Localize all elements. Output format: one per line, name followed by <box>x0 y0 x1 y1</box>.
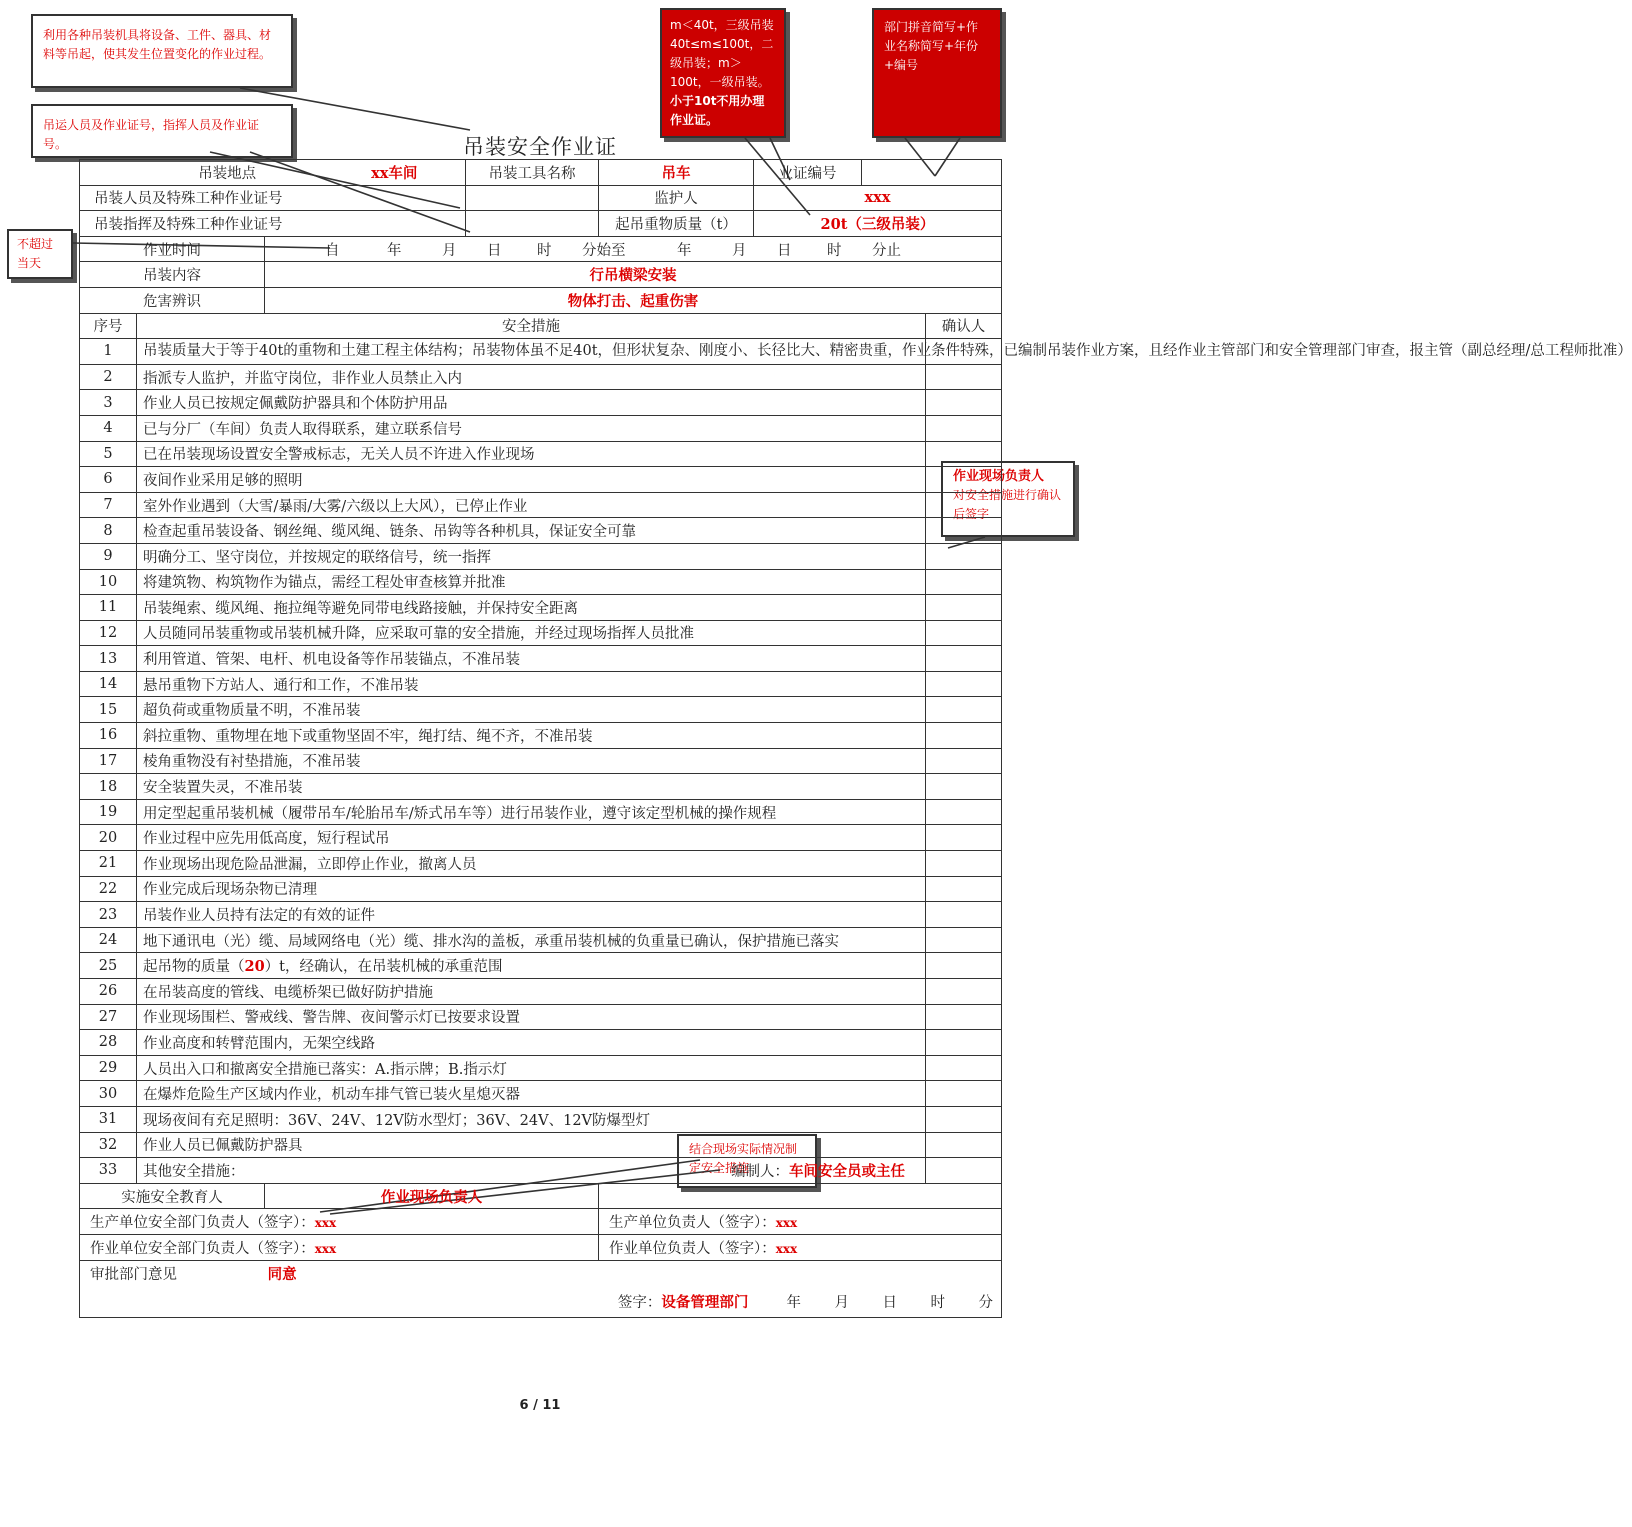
commander-label: 吊装指挥及特殊工种作业证号 <box>94 216 283 233</box>
editor-value: 车间安全员或主任 <box>789 1162 905 1180</box>
measure-confirm-field[interactable] <box>926 1106 1002 1132</box>
measure-no: 11 <box>80 595 137 621</box>
measure-no: 24 <box>80 927 137 953</box>
measure-row <box>80 1030 1002 1056</box>
measure-confirm-field[interactable] <box>926 851 1002 877</box>
sign-value: 设备管理部门 <box>661 1293 749 1311</box>
measure-no: 12 <box>80 620 137 646</box>
measure-text-part: ）t，经确认，在吊装机械的承重范围 <box>264 959 503 976</box>
measure-row <box>80 390 1002 416</box>
editor-signature[interactable] <box>731 1160 905 1181</box>
header-no: 序号 <box>80 313 137 339</box>
measure-confirm-field[interactable] <box>926 697 1002 723</box>
prod-unit-label: 生产单位负责人（签字）： <box>609 1215 776 1232</box>
measure-no: 21 <box>80 851 137 877</box>
row-location <box>80 160 1002 186</box>
measure-confirm-field[interactable] <box>926 646 1002 672</box>
measure-text: 悬吊重物下方站人、通行和工作，不准吊装 <box>137 671 926 697</box>
row-time <box>80 236 1002 262</box>
measure-row <box>80 979 1002 1005</box>
measure-row <box>80 723 1002 749</box>
time-field-label: 自 <box>325 242 340 259</box>
measure-confirm-field[interactable] <box>926 876 1002 902</box>
time-field-label: 年 <box>677 242 692 259</box>
personnel-field[interactable] <box>466 185 599 211</box>
time-field-label: 日 <box>487 242 502 259</box>
measure-no: 33 <box>80 1158 137 1184</box>
measure-confirm-field[interactable] <box>926 953 1002 979</box>
measure-no: 5 <box>80 441 137 467</box>
measure-confirm-field[interactable] <box>926 1004 1002 1030</box>
callout-numbering-text: 部门拼音简写+作业名称简写+年份+编号 <box>884 20 979 72</box>
education-label: 实施安全教育人 <box>80 1183 265 1209</box>
callout-same-day-text: 不超过当天 <box>17 237 54 270</box>
callout-mass-rule-bold: 小于10t不用办理作业证。 <box>670 94 765 127</box>
measure-row <box>80 1055 1002 1081</box>
measure-no: 31 <box>80 1106 137 1132</box>
measure-row <box>80 364 1002 390</box>
measure-row <box>80 1004 1002 1030</box>
time-field-label: 月 <box>442 242 457 259</box>
measure-confirm-field[interactable] <box>926 723 1002 749</box>
callout-definition <box>31 14 293 88</box>
measure-row <box>80 902 1002 928</box>
work-unit-label: 作业单位负责人（签字）： <box>609 1240 776 1257</box>
measure-no: 9 <box>80 543 137 569</box>
time-field-label: 时 <box>537 242 552 259</box>
measure-row <box>80 1158 1002 1184</box>
measure-no: 13 <box>80 646 137 672</box>
sign-date-label: 月 <box>834 1294 849 1311</box>
measure-text: 作业过程中应先用低高度，短行程试吊 <box>137 825 926 851</box>
measure-confirm-field[interactable] <box>926 441 1002 467</box>
form-title: 吊装安全作业证 <box>463 135 617 159</box>
approval-cell[interactable] <box>80 1260 1002 1317</box>
measure-confirm-field[interactable] <box>926 543 1002 569</box>
measure-no: 14 <box>80 671 137 697</box>
measure-no: 29 <box>80 1055 137 1081</box>
measure-no: 19 <box>80 799 137 825</box>
time-fields[interactable] <box>265 236 1002 262</box>
callout-numbering <box>872 8 1002 138</box>
row-education <box>80 1183 1002 1209</box>
prod-safety-value: xxx <box>314 1216 337 1231</box>
measure-text: 指派专人监护，并监守岗位，非作业人员禁止入内 <box>137 364 926 390</box>
measure-row <box>80 799 1002 825</box>
work-safety-label: 作业单位安全部门负责人（签字）： <box>90 1240 315 1257</box>
measure-row <box>80 620 1002 646</box>
sign-date[interactable] <box>753 1295 993 1311</box>
measure-no: 2 <box>80 364 137 390</box>
hazard-value: 物体打击、起重伤害 <box>265 287 1002 313</box>
callout-same-day <box>7 229 73 279</box>
measure-row <box>80 1081 1002 1107</box>
measure-confirm-field[interactable] <box>926 1055 1002 1081</box>
cert-no-field[interactable] <box>862 160 1002 186</box>
measure-row <box>80 646 1002 672</box>
measure-row <box>80 825 1002 851</box>
row-commander <box>80 211 1002 237</box>
measure-text: 室外作业遇到（大雪/暴雨/大雾/六级以上大风），已停止作业 <box>137 492 926 518</box>
measure-confirm-field[interactable] <box>926 492 1002 518</box>
measure-text: 用定型起重吊装机械（履带吊车/轮胎吊车/矫式吊车等）进行吊装作业，遵守该定型机械的操作规程 <box>137 799 926 825</box>
location-value: xx车间 <box>371 164 418 182</box>
approval-value: 同意 <box>267 1265 297 1283</box>
measure-text: 在爆炸危险生产区域内作业，机动车排气管已装火星熄灭器 <box>137 1081 926 1107</box>
editor-label: 编制人： <box>731 1163 789 1180</box>
measure-text: 棱角重物没有衬垫措施，不准吊装 <box>137 748 926 774</box>
measure-confirm-field[interactable] <box>926 620 1002 646</box>
weight-value: 20t（三级吊装） <box>754 211 1002 237</box>
measure-confirm-field[interactable] <box>926 748 1002 774</box>
measure-no: 8 <box>80 518 137 544</box>
measure-confirm-field[interactable] <box>926 774 1002 800</box>
measure-text: 在吊装高度的管线、电缆桥架已做好防护措施 <box>137 979 926 1005</box>
hazard-label: 危害辨识 <box>80 287 265 313</box>
measure-row <box>80 543 1002 569</box>
measure-text: 作业完成后现场杂物已清理 <box>137 876 926 902</box>
row-hazard <box>80 287 1002 313</box>
row-measures-header <box>80 313 1002 339</box>
measure-row <box>80 927 1002 953</box>
measure-no: 32 <box>80 1132 137 1158</box>
measure-confirm-field[interactable] <box>926 1030 1002 1056</box>
measure-no: 20 <box>80 825 137 851</box>
measure-no: 23 <box>80 902 137 928</box>
page-number: 6 / 11 <box>519 1398 561 1413</box>
callout-personnel-text: 吊运人员及作业证号，指挥人员及作业证号。 <box>43 118 260 151</box>
prod-safety-label: 生产单位安全部门负责人（签字）： <box>90 1215 315 1232</box>
measure-confirm-field[interactable] <box>926 1158 1002 1184</box>
weight-label: 起吊重物质量（t） <box>599 211 754 237</box>
time-field-label: 分止 <box>872 242 901 259</box>
sign-label: 签字： <box>617 1294 662 1311</box>
content-value: 行吊横梁安装 <box>265 262 1002 288</box>
measure-text: 作业人员已佩戴防护器具 <box>137 1132 926 1158</box>
approval-label: 审批部门意见 <box>90 1266 177 1283</box>
callout-mass-rule <box>660 8 786 138</box>
measure-no: 30 <box>80 1081 137 1107</box>
measure-row <box>80 467 1002 493</box>
measure-row <box>80 595 1002 621</box>
measure-row <box>80 339 1002 365</box>
prod-unit-value: xxx <box>775 1216 798 1231</box>
measure-no: 27 <box>80 1004 137 1030</box>
measure-no: 16 <box>80 723 137 749</box>
measure-text: 地下通讯电（光）缆、局域网络电（光）缆、排水沟的盖板，承重吊装机械的负重量已确认，保护措施已落实 <box>137 927 926 953</box>
measure-row <box>80 415 1002 441</box>
measure-no: 22 <box>80 876 137 902</box>
measure-row <box>80 671 1002 697</box>
measure-no: 1 <box>80 339 137 365</box>
measure-row <box>80 748 1002 774</box>
supervisor-value: xxx <box>754 185 1002 211</box>
row-work-signatures <box>80 1234 1002 1260</box>
measure-text: 吊装绳索、缆风绳、拖拉绳等避免同带电线路接触，并保持安全距离 <box>137 595 926 621</box>
measure-confirm-field[interactable] <box>926 518 1002 544</box>
time-field-label: 时 <box>827 242 842 259</box>
measure-weight-value: 20 <box>244 958 265 976</box>
measure-row <box>80 569 1002 595</box>
measure-confirm-field[interactable] <box>926 1081 1002 1107</box>
measure-text: 人员随同吊装重物或吊装机械升降，应采取可靠的安全措施，并经过现场指挥人员批准 <box>137 620 926 646</box>
callout-mass-rule-text: m＜40t，三级吊装40t≤m≤100t，二级吊装；m＞100t，一级吊装。 <box>670 18 774 89</box>
time-field-label: 年 <box>387 242 402 259</box>
content-label: 吊装内容 <box>80 262 265 288</box>
education-blank[interactable] <box>599 1183 1002 1209</box>
measure-text: 利用管道、管架、电杆、机电设备等作吊装锚点，不准吊装 <box>137 646 926 672</box>
measure-text: 已在吊装现场设置安全警戒标志，无关人员不许进入作业现场 <box>137 441 926 467</box>
measure-row <box>80 953 1002 979</box>
measure-no: 15 <box>80 697 137 723</box>
measure-no: 4 <box>80 415 137 441</box>
measure-row <box>80 1132 1002 1158</box>
sign-date-label: 年 <box>786 1294 801 1311</box>
header-confirm: 确认人 <box>926 313 1002 339</box>
measure-no: 25 <box>80 953 137 979</box>
measure-no: 18 <box>80 774 137 800</box>
measure-row <box>80 774 1002 800</box>
cert-no-label: 业证编号 <box>754 160 862 186</box>
measure-no: 7 <box>80 492 137 518</box>
measure-row <box>80 697 1002 723</box>
supervisor-label: 监护人 <box>599 185 754 211</box>
measure-text: 作业人员已按规定佩戴防护器具和个体防护用品 <box>137 390 926 416</box>
measure-text <box>137 953 926 979</box>
measure-row <box>80 441 1002 467</box>
measure-text <box>137 1158 926 1184</box>
time-field-label: 日 <box>777 242 792 259</box>
measure-no: 10 <box>80 569 137 595</box>
tool-label: 吊装工具名称 <box>466 160 599 186</box>
measure-confirm-field[interactable] <box>926 902 1002 928</box>
measure-text: 斜拉重物、重物埋在地下或重物坚固不牢，绳打结、绳不齐，不准吊装 <box>137 723 926 749</box>
measure-confirm-field[interactable] <box>926 467 1002 493</box>
time-label: 作业时间 <box>80 236 265 262</box>
row-personnel <box>80 185 1002 211</box>
measure-row <box>80 492 1002 518</box>
measure-text: 检查起重吊装设备、钢丝绳、缆风绳、链条、吊钩等各种机具，保证安全可靠 <box>137 518 926 544</box>
commander-field[interactable] <box>466 211 599 237</box>
measure-text-part: 其他安全措施： <box>143 1163 245 1180</box>
measure-confirm-field[interactable] <box>926 1132 1002 1158</box>
work-safety-cell[interactable] <box>80 1234 599 1260</box>
approval-signature <box>618 1291 993 1312</box>
row-approval <box>80 1260 1002 1317</box>
measure-row <box>80 851 1002 877</box>
measure-text: 现场夜间有充足照明：36V、24V、12V防水型灯；36V、24V、12V防爆型灯 <box>137 1106 926 1132</box>
measure-no: 28 <box>80 1030 137 1056</box>
measure-confirm-field[interactable] <box>926 364 1002 390</box>
measure-confirm-field[interactable] <box>926 825 1002 851</box>
measure-text: 已与分厂（车间）负责人取得联系，建立联系信号 <box>137 415 926 441</box>
measure-text: 吊装作业人员持有法定的有效的证件 <box>137 902 926 928</box>
measure-confirm-field[interactable] <box>926 799 1002 825</box>
callout-custom-measures-text: 结合现场实际情况制定安全措施 <box>689 1142 798 1175</box>
measure-no: 6 <box>80 467 137 493</box>
sign-date-label: 分 <box>978 1294 993 1311</box>
callout-confirm-title: 作业现场负责人 <box>953 469 1045 484</box>
measure-confirm-field[interactable] <box>926 415 1002 441</box>
measure-text: 作业高度和转臂范围内，无架空线路 <box>137 1030 926 1056</box>
measure-no: 17 <box>80 748 137 774</box>
tool-value: 吊车 <box>599 160 754 186</box>
measure-row <box>80 518 1002 544</box>
measure-confirm-field[interactable] <box>926 671 1002 697</box>
measure-confirm-field[interactable] <box>926 979 1002 1005</box>
measure-no: 26 <box>80 979 137 1005</box>
row-content <box>80 262 1002 288</box>
time-field-label: 分始至 <box>582 242 626 259</box>
personnel-label-cell <box>80 185 466 211</box>
measure-confirm-field[interactable] <box>926 595 1002 621</box>
location-label <box>80 160 466 186</box>
commander-label-cell <box>80 211 466 237</box>
measure-text: 明确分工、坚守岗位，并按规定的联络信号，统一指挥 <box>137 543 926 569</box>
education-value: 作业现场负责人 <box>265 1183 599 1209</box>
time-field-label: 月 <box>732 242 747 259</box>
personnel-label: 吊装人员及特殊工种作业证号 <box>94 191 283 208</box>
work-safety-value: xxx <box>314 1241 337 1256</box>
prod-unit-cell[interactable] <box>599 1209 1002 1235</box>
sign-date-label: 日 <box>882 1294 897 1311</box>
measure-text: 人员出入口和撤离安全措施已落实：A.指示牌；B.指示灯 <box>137 1055 926 1081</box>
measure-confirm-field[interactable] <box>926 569 1002 595</box>
callout-confirm-body: 对安全措施进行确认后签字 <box>953 488 1062 521</box>
prod-safety-cell[interactable] <box>80 1209 599 1235</box>
measure-text: 夜间作业采用足够的照明 <box>137 467 926 493</box>
measure-confirm-field[interactable] <box>926 927 1002 953</box>
row-prod-signatures <box>80 1209 1002 1235</box>
measure-text: 作业现场围栏、警戒线、警告牌、夜间警示灯已按要求设置 <box>137 1004 926 1030</box>
location-label-text: 吊装地点 <box>198 165 257 182</box>
measure-row <box>80 876 1002 902</box>
measure-confirm-field[interactable] <box>926 390 1002 416</box>
measure-text: 安全装置失灵，不准吊装 <box>137 774 926 800</box>
measure-no: 3 <box>80 390 137 416</box>
measure-row <box>80 1106 1002 1132</box>
measure-text-part: 起吊物的质量（ <box>143 959 245 976</box>
measure-text: 将建筑物、构筑物作为锚点，需经工程处审查核算并批准 <box>137 569 926 595</box>
work-unit-cell[interactable] <box>599 1234 1002 1260</box>
header-measure: 安全措施 <box>137 313 926 339</box>
work-unit-value: xxx <box>775 1241 798 1256</box>
measure-text: 超负荷或重物质量不明，不准吊装 <box>137 697 926 723</box>
measure-text: 吊装质量大于等于40t的重物和土建工程主体结构；吊装物体虽不足40t，但形状复杂、刚度小、长径比大、精密贵重，作业条件特殊，已编制吊装作业方案，且经作业主管部门和安全管理部门审查，报主管（副总经理/总工程师批准） <box>137 339 926 365</box>
measure-text: 作业现场出现危险品泄漏，立即停止作业，撤离人员 <box>137 851 926 877</box>
callout-definition-text: 利用各种吊装机具将设备、工件、器具、材料等吊起，使其发生位置变化的作业过程。 <box>43 28 272 61</box>
sign-date-label: 时 <box>930 1294 945 1311</box>
